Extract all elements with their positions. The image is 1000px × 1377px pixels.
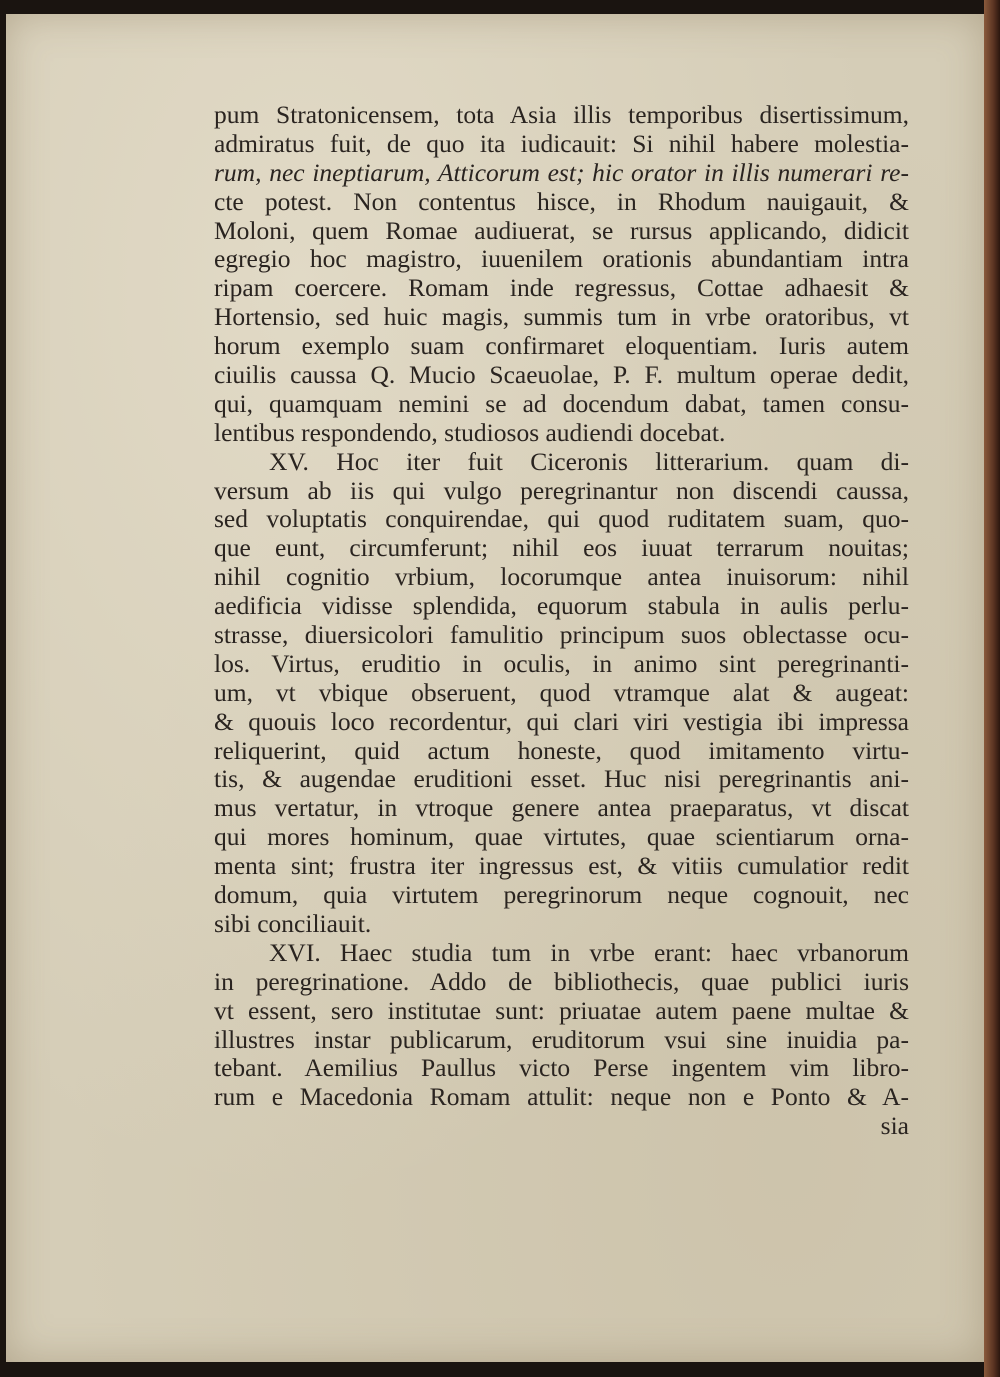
- text-line: in peregrinatione. Addo de bibliothecis, quae publici iuris: [214, 966, 909, 996]
- section-heading-line: XV. Hoc iter fuit Ciceronis litterarium. quam di-: [269, 446, 909, 476]
- text-line: pum Stratonicensem, tota Asia illis temporibus disertissimum,: [214, 100, 909, 129]
- text-line: cte potest. Non contentus hisce, in Rhodum nauigauit, &: [214, 186, 909, 216]
- text-line: aedificia vidisse splendida, equorum stabula in aulis perlu-: [214, 591, 909, 621]
- text-line: horum exemplo suam confirmaret eloquentiam. Iuris autem: [214, 331, 909, 361]
- text-line: Moloni, quem Romae audiuerat, se rursus applicando, didicit: [214, 215, 909, 245]
- text-line: vt essent, sero institutae sunt: priuatae autem paene multae &: [214, 995, 909, 1025]
- text-line: rum, nec ineptiarum, Atticorum est; hic orator in illis numerari re-: [214, 157, 909, 187]
- text-line: & quouis loco recordentur, qui clari viri vestigia ibi impressa: [214, 706, 909, 736]
- text-line: tebant. Aemilius Paullus victo Perse ingentem vim libro-: [214, 1053, 909, 1083]
- text-line: menta sint; frustra iter ingressus est, & vitiis cumulatior redit: [214, 851, 909, 881]
- text-line: mus vertatur, in vtroque genere antea praeparatus, vt discat: [214, 793, 909, 823]
- section-heading-line: XVI. Haec studia tum in vrbe erant: haec vrbanorum: [269, 937, 909, 967]
- text-line: domum, quia virtutem peregrinorum neque cognouit, nec: [214, 880, 909, 910]
- text-line: qui mores hominum, quae virtutes, quae scientiarum orna-: [214, 822, 909, 852]
- text-line: ciuilis caussa Q. Mucio Scaeuolae, P. F. multum operae dedit,: [214, 360, 909, 390]
- text-line: admiratus fuit, de quo ita iudicauit: Si nihil habere molestia-: [214, 128, 909, 158]
- text-line: ripam coercere. Romam inde regressus, Cottae adhaesit &: [214, 273, 909, 303]
- text-line: tis, & augendae eruditioni esset. Huc nisi peregrinantis ani-: [214, 764, 909, 794]
- text-line: strasse, diuersicolori famulitio principum suos oblectasse ocu-: [214, 620, 909, 650]
- text-line: egregio hoc magistro, iuuenilem orationis abundantiam intra: [214, 244, 909, 274]
- text-line: sibi conciliauit.: [214, 908, 372, 938]
- catchword: sia: [880, 1111, 909, 1141]
- text-line: lentibus respondendo, studiosos audiendi docebat.: [214, 417, 726, 447]
- text-line: sed voluptatis conquirendae, qui quod ruditatem suam, quo-: [214, 504, 909, 534]
- text-line: rum e Macedonia Romam attulit: neque non e Ponto & A-: [214, 1082, 909, 1112]
- page-text: [214, 101, 909, 1141]
- text-line: illustres instar publicarum, eruditorum vsui sine inuidia pa-: [214, 1024, 909, 1054]
- book-edge: [984, 0, 1000, 1377]
- text-line: qui, quamquam nemini se ad docendum dabat, tamen consu-: [214, 388, 909, 418]
- text-line: reliquerint, quid actum honeste, quod imitamento virtu-: [214, 735, 909, 765]
- text-line: que eunt, circumferunt; nihil eos iuuat terrarum nouitas;: [214, 533, 909, 563]
- text-line: los. Virtus, eruditio in oculis, in animo sint peregrinanti-: [214, 648, 909, 678]
- text-line: Hortensio, sed huic magis, summis tum in vrbe oratoribus, vt: [214, 302, 909, 332]
- text-line: um, vt vbique obseruent, quod vtramque alat & augeat:: [214, 677, 909, 707]
- text-line: versum ab iis qui vulgo peregrinantur non discendi caussa,: [214, 475, 909, 505]
- text-line: nihil cognitio vrbium, locorumque antea inuisorum: nihil: [214, 562, 909, 592]
